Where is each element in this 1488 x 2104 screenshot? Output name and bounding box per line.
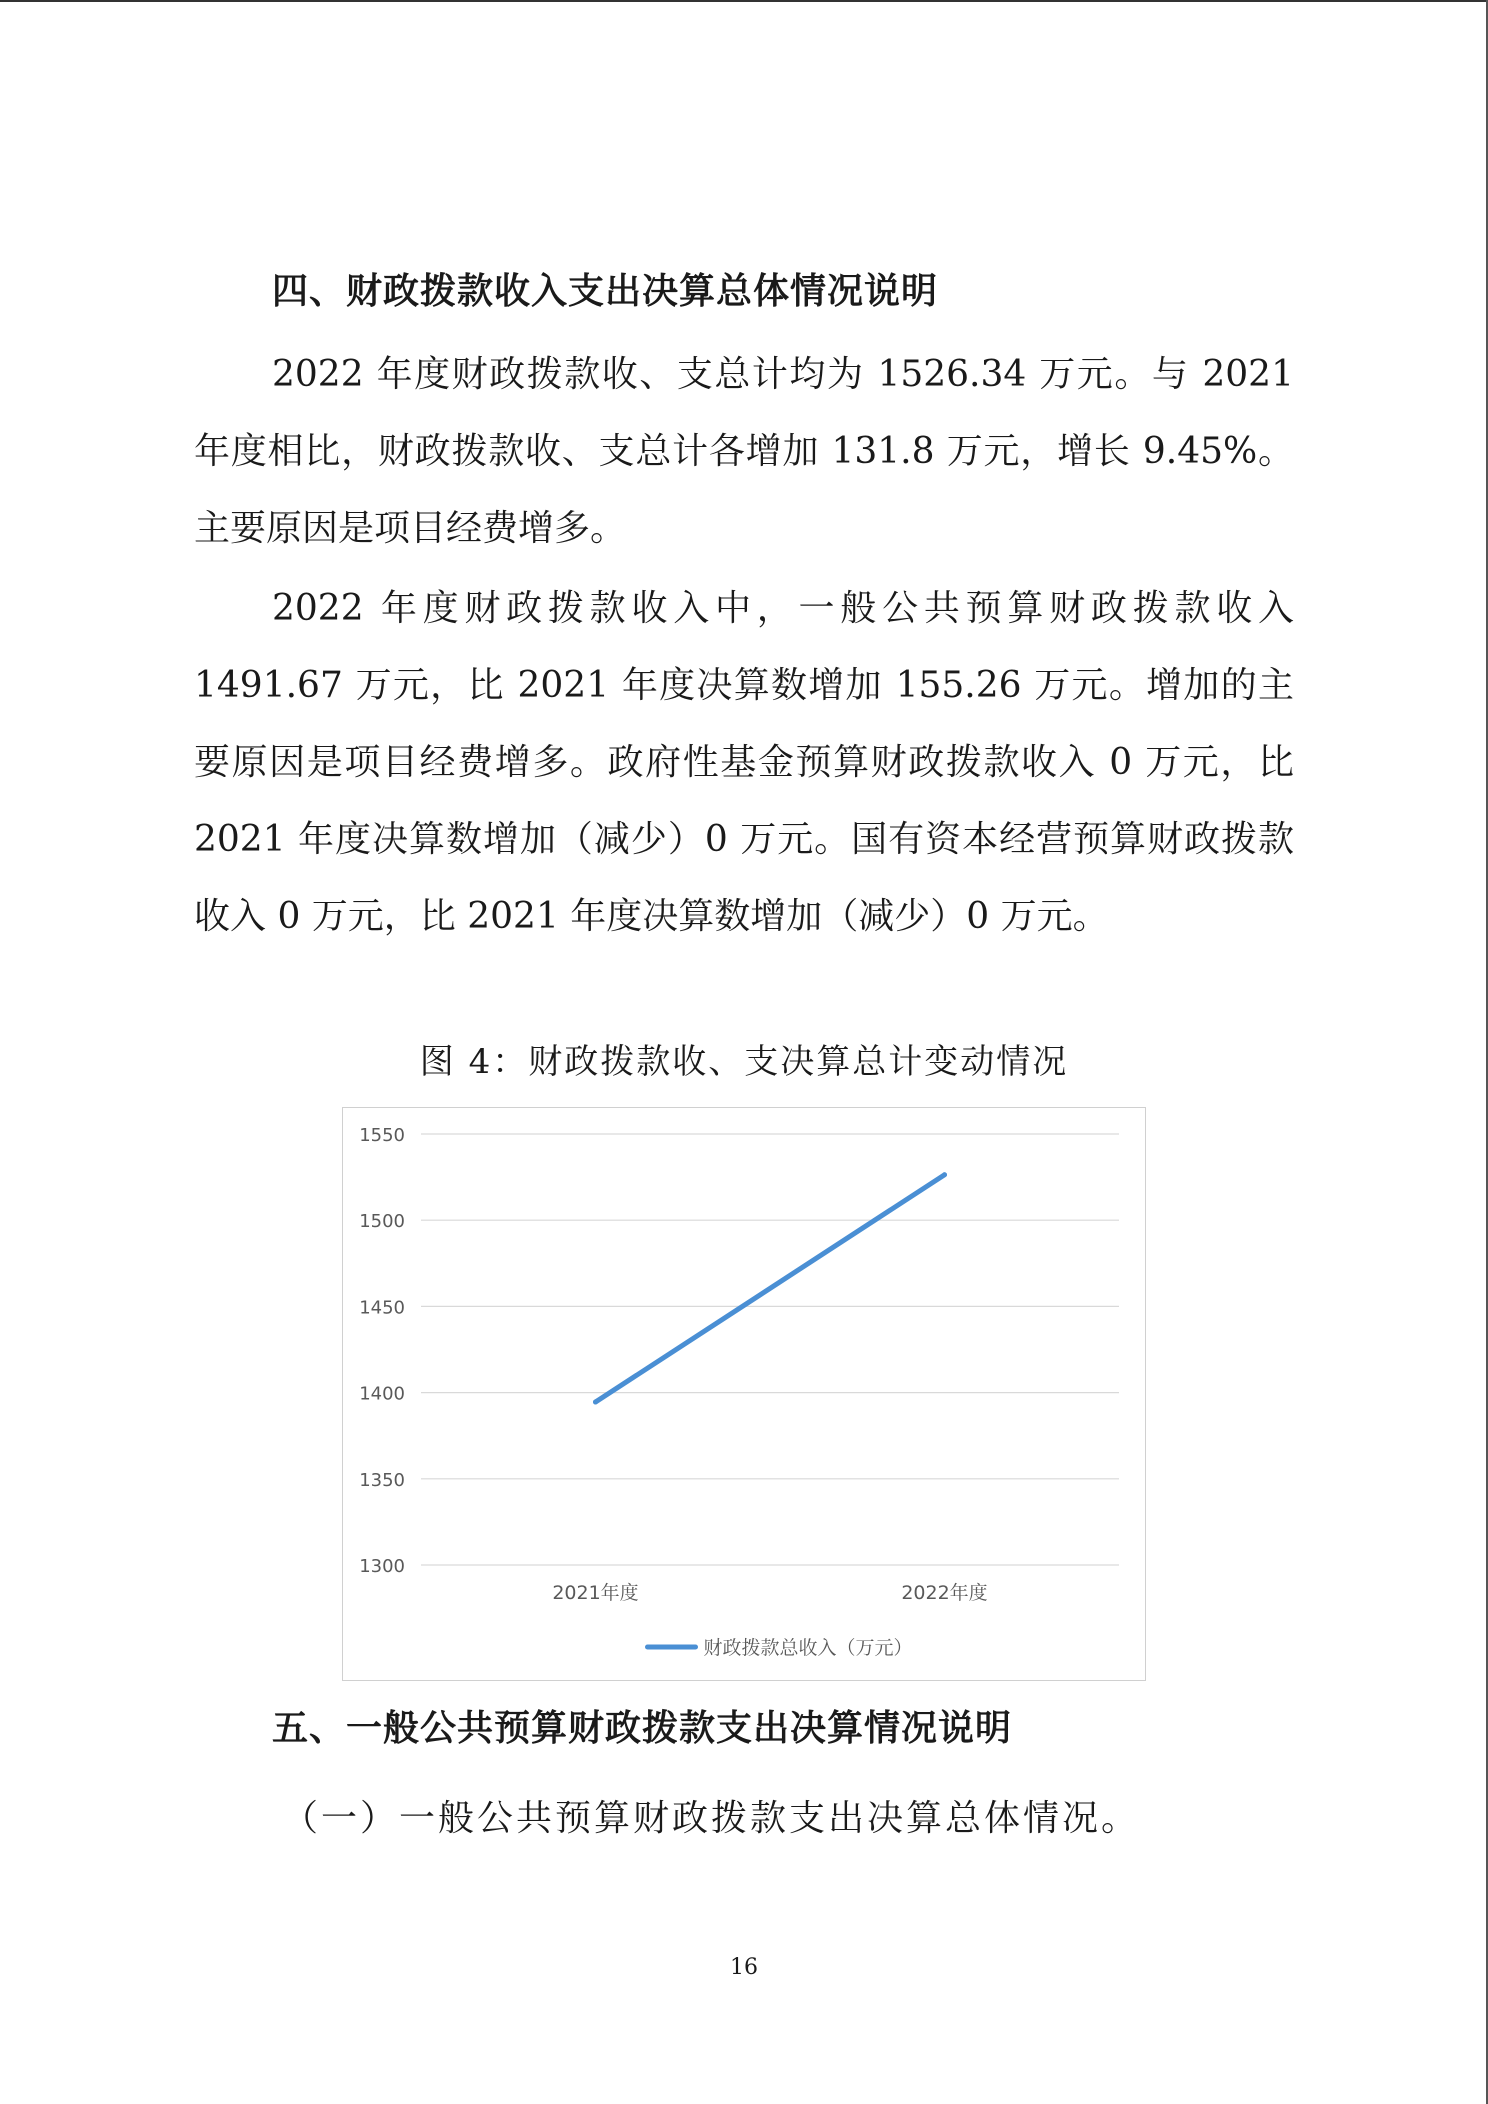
series-line <box>596 1175 945 1402</box>
x-tick-label: 2022年度 <box>901 1582 988 1604</box>
section4-paragraph-1: 2022 年度财政拨款收、支总计均为 1526.34 万元。与 2021 年度相比，财政拨款收、支总计各增加 131.8 万元，增长 9.45%。主要原因是项目经费增多。 <box>194 354 1294 549</box>
chart-canvas <box>343 1108 1147 1682</box>
section5-heading: 五、一般公共预算财政拨款支出决算情况说明 <box>272 1708 1013 1749</box>
y-tick-label: 1550 <box>359 1125 405 1146</box>
data-point <box>942 1172 947 1177</box>
x-tick-label: 2021年度 <box>552 1582 639 1604</box>
page-number: 16 <box>730 1955 758 1980</box>
y-tick-label: 1500 <box>359 1211 405 1233</box>
line-chart <box>342 1107 1146 1681</box>
legend-label: 财政拨款总收入（万元） <box>703 1637 913 1659</box>
y-tick-label: 1350 <box>359 1469 405 1491</box>
section4-paragraph-2: 2022 年度财政拨款收入中，一般公共预算财政拨款收入 1491.67 万元，比 2021 年度决算数增加 155.26 万元。增加的主要原因是项目经费增多。政府性基金预算财政拨款收入 0 万元，比 2021 年度决算数增加（减少）0 万元。国有资本经营预算财政拨款收入 0 万元，比 2021 年度决算数增加（减少）0 万元。 <box>194 588 1294 937</box>
y-tick-label: 1400 <box>359 1383 405 1405</box>
section4-heading: 四、财政拨款收入支出决算总体情况说明 <box>272 271 939 312</box>
figure-caption: 图 4：财政拨款收、支决算总计变动情况 <box>419 1042 1069 1082</box>
data-point <box>593 1400 598 1405</box>
top-border <box>0 0 1488 2</box>
y-tick-label: 1300 <box>359 1556 405 1577</box>
y-tick-label: 1450 <box>359 1297 405 1319</box>
section5-subheading: （一）一般公共预算财政拨款支出决算总体情况。 <box>282 1798 1141 1839</box>
